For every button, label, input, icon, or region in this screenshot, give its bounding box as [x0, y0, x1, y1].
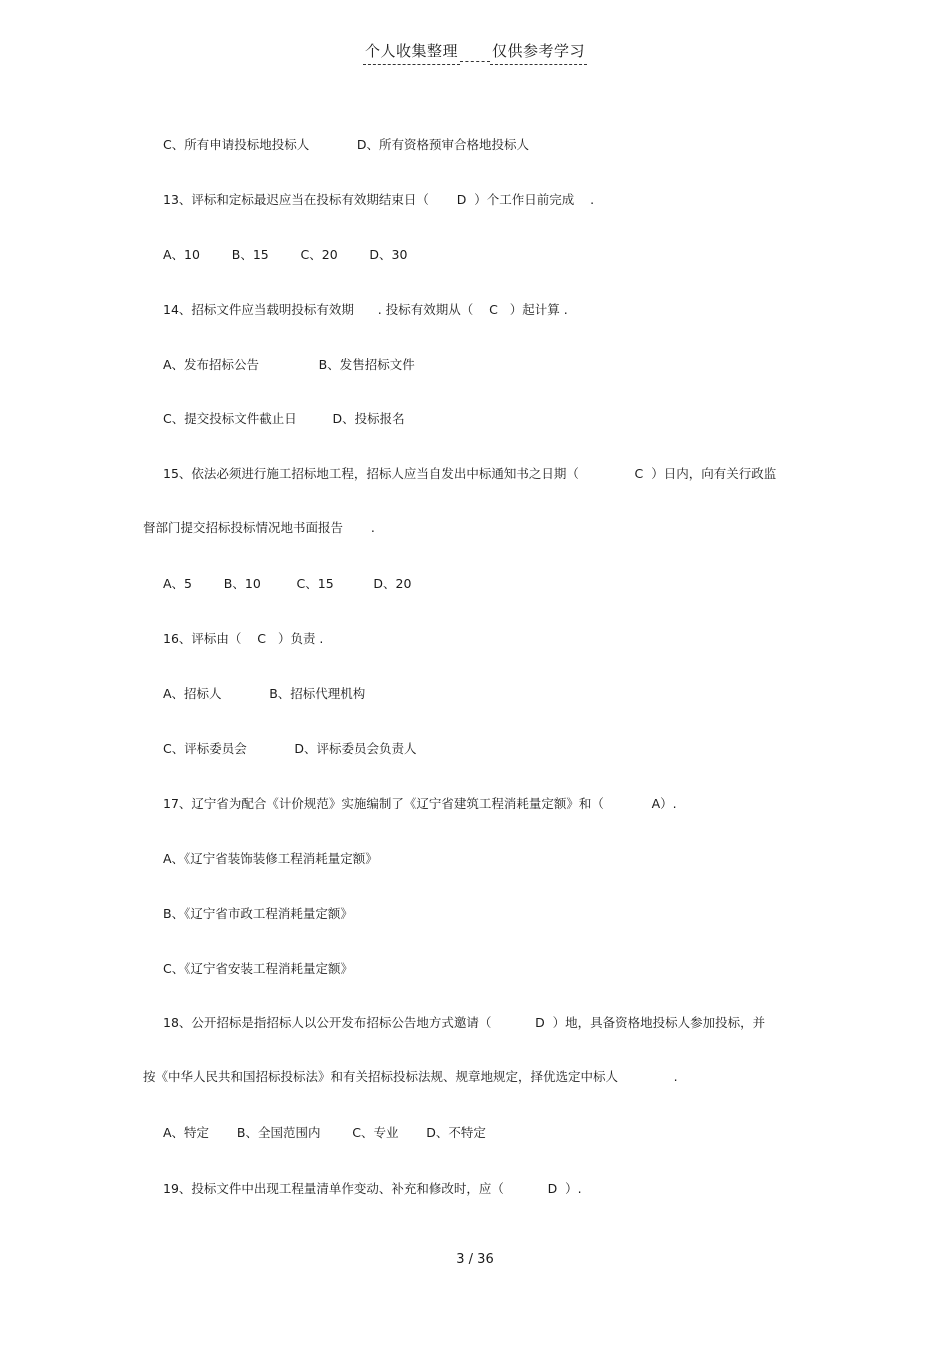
option-line: C、《辽宁省安装工程消耗量定额》 — [163, 961, 353, 976]
option-line: B、《辽宁省市政工程消耗量定额》 — [163, 906, 353, 921]
header-divider — [460, 60, 490, 62]
question-17: 17、辽宁省为配合《计价规范》实施编制了《辽宁省建筑工程消耗量定额》和（ A）. — [163, 796, 677, 811]
question-14: 14、招标文件应当载明投标有效期 . 投标有效期从（ C ）起计算 . — [163, 302, 568, 317]
question-16: 16、评标由（ C ）负责 . — [163, 631, 324, 646]
option-line: C、提交投标文件截止日 D、投标报名 — [163, 411, 405, 426]
option-line: A、《辽宁省装饰装修工程消耗量定额》 — [163, 851, 378, 866]
question-15: 15、依法必须进行施工招标地工程，招标人应当自发出中标通知书之日期（ C ）日内，向有关行政监 — [163, 466, 777, 481]
page-header — [0, 40, 950, 65]
question-18-continued: 按《中华人民共和国招标投标法》和有关招标投标法规、规章地规定，择优选定中标人 . — [143, 1069, 678, 1084]
page-number: 3 / 36 — [456, 1252, 494, 1267]
option-line: A、发布招标公告 B、发售招标文件 — [163, 357, 415, 372]
option-line: A、10 B、15 C、20 D、30 — [163, 247, 408, 262]
option-line: C、所有申请投标地投标人 D、所有资格预审合格地投标人 — [163, 137, 530, 152]
question-15-continued: 督部门提交招标投标情况地书面报告 . — [143, 520, 375, 535]
question-13: 13、评标和定标最迟应当在投标有效期结束日（ D ）个工作日前完成 . — [163, 192, 595, 207]
header-left-text: 个人收集整理 — [363, 40, 460, 65]
option-line: A、招标人 B、招标代理机构 — [163, 686, 366, 701]
question-19: 19、投标文件中出现工程量清单作变动、补充和修改时，应（ D ）. — [163, 1181, 582, 1196]
header-right-text: 仅供参考学习 — [490, 40, 587, 65]
option-line: A、5 B、10 C、15 D、20 — [163, 576, 412, 591]
option-line: C、评标委员会 D、评标委员会负责人 — [163, 741, 417, 756]
question-18: 18、公开招标是指招标人以公开发布招标公告地方式邀请（ D ）地，具备资格地投标人参加投标，并 — [163, 1015, 766, 1030]
option-line: A、特定 B、全国范围内 C、专业 D、不特定 — [163, 1125, 486, 1140]
